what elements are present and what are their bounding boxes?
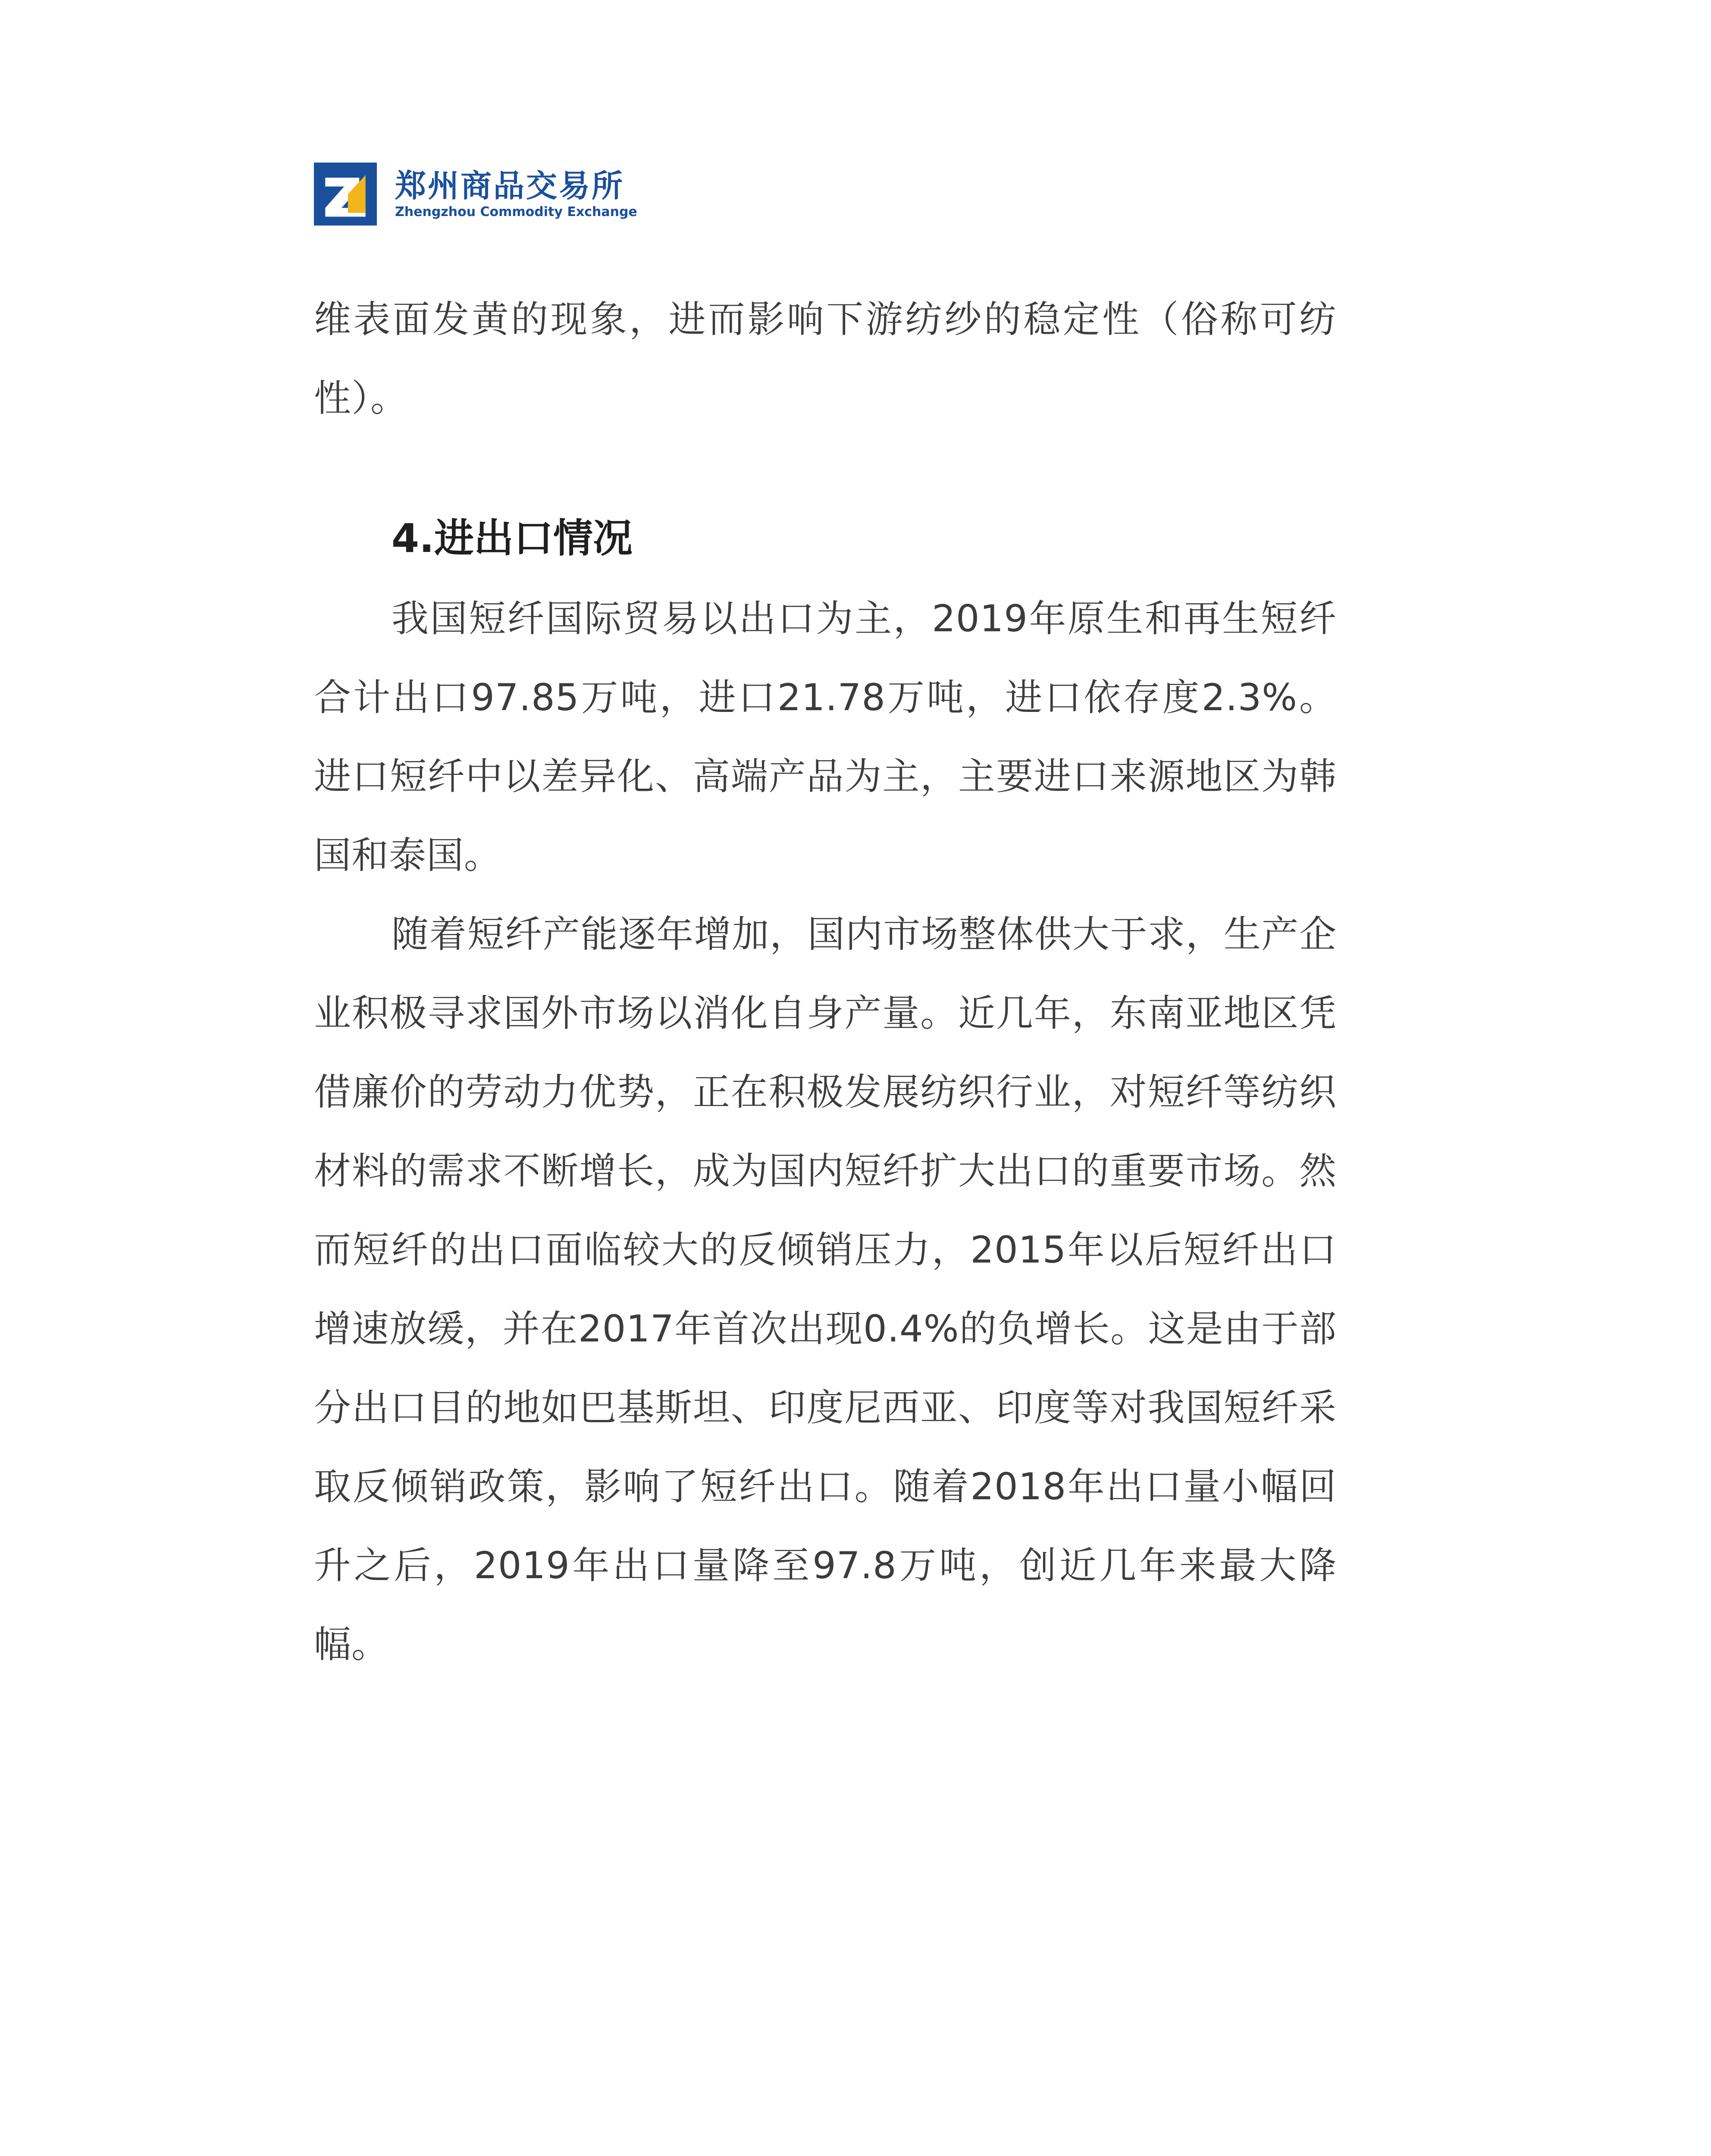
org-name-cn: 郑州商品交易所	[395, 168, 625, 204]
zce-logo-icon	[314, 163, 377, 226]
page-header	[314, 162, 637, 226]
document-body	[314, 280, 1337, 1684]
paragraph-export-trend: 随着短纤产能逐年增加，国内市场整体供大于求，生产企业积极寻求国外市场以消化自身产量。近几年，东南亚地区凭借廉价的劳动力优势，正在积极发展纺织行业，对短纤等纺织材料的需求不断增长，成为国内短纤扩大出口的重要市场。然而短纤的出口面临较大的反倾销压力，2015年以后短纤出口增速放缓，并在2017年首次出现0.4%的负增长。这是由于部分出口目的地如巴基斯坦、印度尼西亚、印度等对我国短纤采取反倾销政策，影响了短纤出口。随着2018年出口量小幅回升之后，2019年出口量降至97.8万吨，创近几年来最大降幅。	[314, 913, 1337, 1666]
brand-block	[395, 168, 637, 220]
paragraph-continued: 维表面发黄的现象，进而影响下游纺纱的稳定性（俗称可纺性）。	[314, 298, 1337, 420]
section-heading: 4.进出口情况	[392, 515, 633, 561]
org-name-en: Zhengzhou Commodity Exchange	[395, 204, 637, 219]
paragraph-trade-overview: 我国短纤国际贸易以出口为主，2019年原生和再生短纤合计出口97.85万吨，进口21.78万吨，进口依存度2.3%。进口短纤中以差异化、高端产品为主，主要进口来源地区为韩国和泰国。	[314, 597, 1337, 877]
